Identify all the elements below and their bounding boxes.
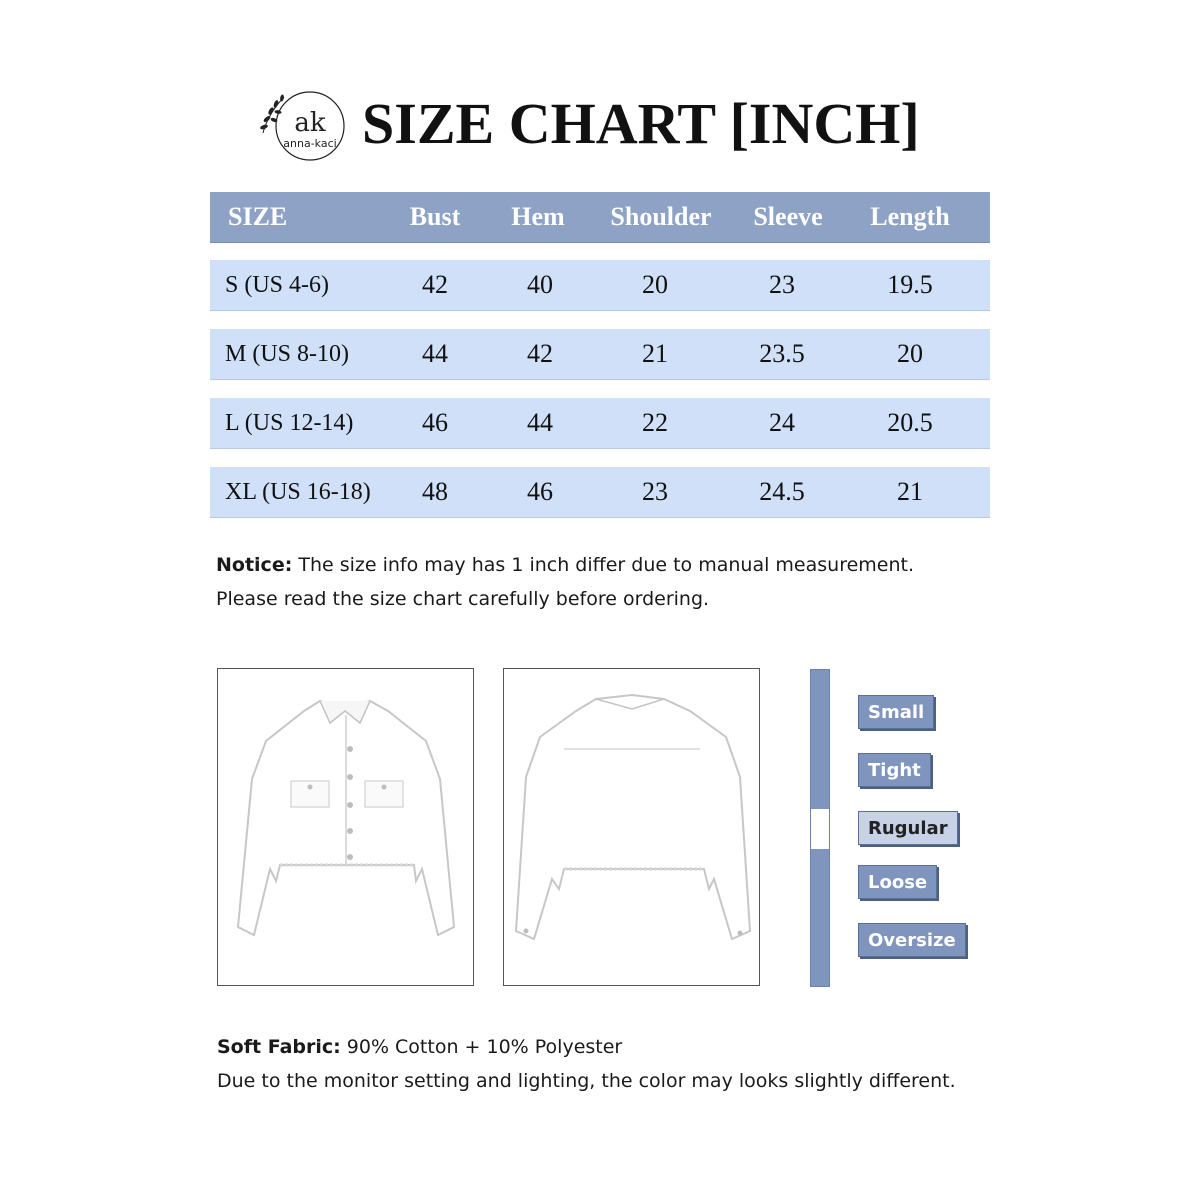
fit-label-oversize: Oversize: [858, 923, 966, 957]
jacket-front-image: [217, 668, 474, 986]
bust-cell: 44: [422, 339, 448, 368]
fit-label-regular: Rugular: [858, 811, 958, 845]
length-cell: 19.5: [887, 270, 933, 299]
table-row: [210, 260, 990, 311]
page-title: SIZE CHART [INCH]: [362, 91, 920, 156]
logo-mark: ak: [294, 108, 326, 138]
column-header-sleeve: Sleeve: [753, 202, 823, 231]
jacket-back-icon: [504, 669, 759, 985]
table-row: [210, 398, 990, 449]
notice-message: The size info may has 1 inch differ due to manual measurement.: [292, 554, 915, 576]
fit-scale-marker: [811, 809, 829, 849]
shoulder-cell: 22: [642, 408, 668, 437]
sleeve-cell: 24.5: [759, 477, 805, 506]
table-header-row: [210, 192, 990, 243]
bust-cell: 42: [422, 270, 448, 299]
column-header-size: SIZE: [228, 202, 288, 231]
leaf-wreath-icon: [254, 89, 346, 163]
logo-text: anna-kaci: [283, 137, 337, 150]
fit-label-small: Small: [858, 695, 934, 729]
fabric-label: Soft Fabric:: [217, 1036, 341, 1058]
size-label-cell: L (US 12-14): [225, 409, 354, 436]
size-label-cell: S (US 4-6): [225, 271, 330, 298]
shoulder-cell: 23: [642, 477, 668, 506]
bust-cell: 46: [422, 408, 448, 437]
column-header-length: Length: [870, 202, 950, 231]
column-header-hem: Hem: [511, 202, 565, 231]
jacket-front-icon: [218, 669, 473, 985]
hem-cell: 46: [527, 477, 553, 506]
jacket-back-image: [503, 668, 760, 986]
shoulder-cell: 21: [642, 339, 668, 368]
length-cell: 20: [897, 339, 923, 368]
fabric-info: [217, 1030, 956, 1098]
color-disclaimer: Due to the monitor setting and lighting, the color may looks slightly different.: [217, 1070, 956, 1092]
hem-cell: 44: [527, 408, 553, 437]
notice-text: [216, 548, 914, 616]
size-label-cell: M (US 8-10): [225, 340, 349, 367]
sleeve-cell: 23.5: [759, 339, 805, 368]
column-header-shoulder: Shoulder: [610, 202, 712, 231]
notice-line-1: [216, 548, 914, 582]
notice-line-2: Please read the size chart carefully before ordering.: [216, 588, 710, 610]
column-header-bust: Bust: [409, 202, 461, 231]
fit-label-loose: Loose: [858, 865, 937, 899]
brand-logo: [254, 89, 346, 163]
fabric-composition: 90% Cotton + 10% Polyester: [340, 1036, 623, 1058]
fit-label-tight: Tight: [858, 753, 931, 787]
table-row: [210, 329, 990, 380]
hem-cell: 42: [527, 339, 553, 368]
hem-cell: 40: [527, 270, 553, 299]
table-row: [210, 467, 990, 518]
notice-label: Notice:: [216, 554, 293, 576]
length-cell: 21: [897, 477, 923, 506]
sleeve-cell: 23: [769, 270, 795, 299]
fabric-line: [217, 1030, 956, 1064]
shoulder-cell: 20: [642, 270, 668, 299]
bust-cell: 48: [422, 477, 448, 506]
fit-scale-bar: [810, 669, 830, 987]
size-label-cell: XL (US 16-18): [225, 478, 371, 505]
sleeve-cell: 24: [769, 408, 795, 437]
length-cell: 20.5: [887, 408, 933, 437]
